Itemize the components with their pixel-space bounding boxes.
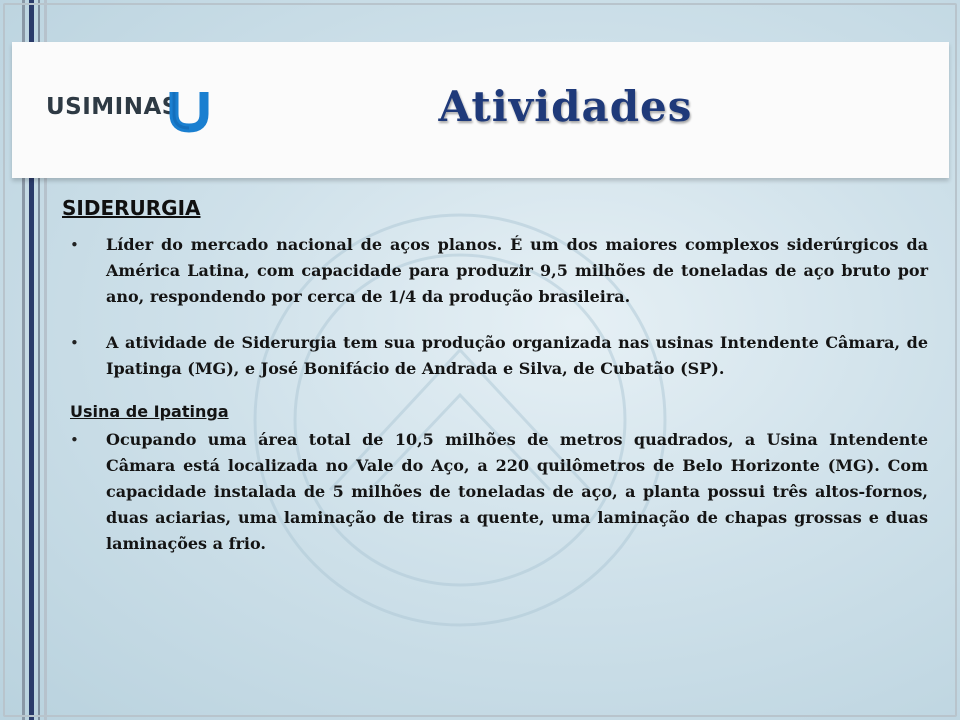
section-title: SIDERURGIA [62,196,201,220]
page-title: Atividades [438,82,693,131]
bullet-text: A atividade de Siderurgia tem sua produção organizada nas usinas Intendente Câmara, de Ipatinga (MG), e José Bonifácio de Andrada e Silva, de Cubatão (SP). [106,333,928,378]
list-item [62,427,928,557]
bullet-icon: • [70,334,79,352]
list-item [62,232,928,310]
subsection-bullet-list [62,427,928,557]
header-banner [12,42,949,178]
bullet-icon: • [70,236,79,254]
bullet-icon: • [70,431,79,449]
list-item [62,330,928,382]
subsection-title: Usina de Ipatinga [70,402,229,421]
slide-content [62,196,928,577]
bullet-text: Líder do mercado nacional de aços planos. É um dos maiores complexos siderúrgicos da América Latina, com capacidade para produzir 9,5 milhões de toneladas de aço bruto por ano, respondendo por cerca de 1/4 da produção brasileira. [106,235,928,306]
bullet-list [62,232,928,382]
logo-text: USIMINAS [46,94,179,120]
bullet-text: Ocupando uma área total de 10,5 milhões de metros quadrados, a Usina Intendente Câmara está localizada no Vale do Aço, a 220 quilômetros de Belo Horizonte (MG). Com capacidade instalada de 5 milhões de toneladas de aço, a planta possui três altos-fornos, duas aciarias, uma laminação de tiras a quente, uma laminação de chapas grossas e duas laminações a frio. [106,430,928,553]
